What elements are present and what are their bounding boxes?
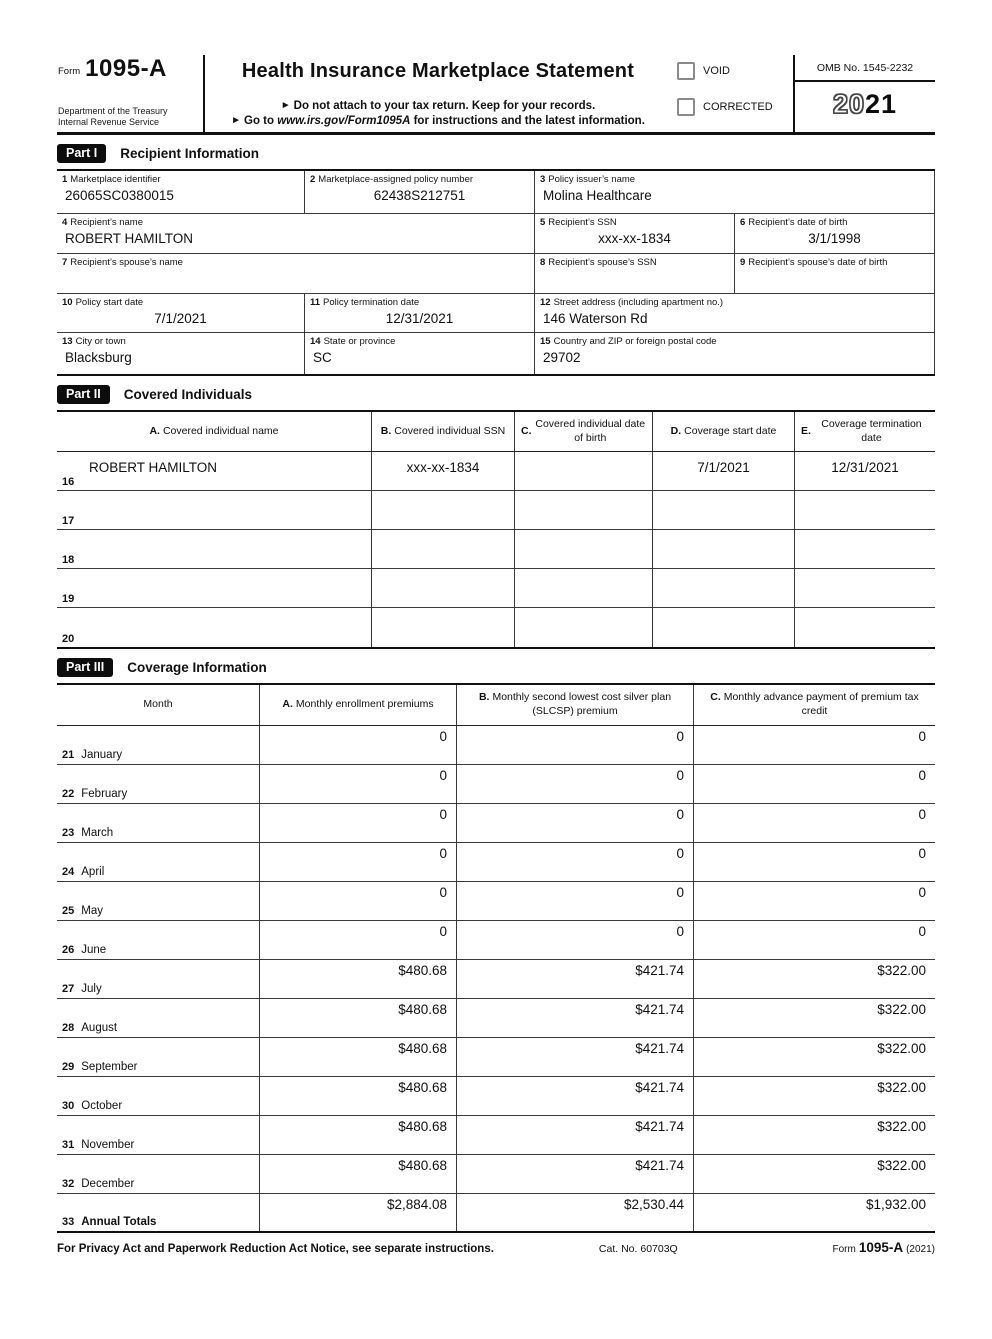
month-row-march: 23 March 0 0 0 [57,804,935,843]
month-row-april: 24 April 0 0 0 [57,843,935,882]
covered-individual-row-19: 19 [57,569,935,608]
premium-a: 0 [439,846,447,861]
field-15-value: 29702 [543,349,581,365]
instruction-line-2: ► Go to www.irs.gov/Form1095A for instructions and the latest information. [231,115,645,128]
month-row-september: 29 September $480.68 $421.74 $322.00 [57,1038,935,1077]
premium-b: 0 [676,768,684,783]
part2-title: Covered Individuals [123,387,253,402]
covered-individuals-table [57,410,935,649]
col-slcsp-premium: B. Monthly second lowest cost silver plan (SLCSP) premium [457,685,694,725]
premium-b: $421.74 [635,1041,684,1056]
form-1095a-page [57,55,935,1255]
col-coverage-start: D. Coverage start date [653,412,795,451]
right-arrow-icon: ► [280,99,291,111]
part3-header-row [57,685,935,726]
annual-totals-row: 33 Annual Totals $2,884.08 $2,530.44 $1,932.00 [57,1194,935,1233]
coverage-start [653,608,795,647]
premium-a: 0 [439,729,447,744]
field-policy-start-date: 10 Policy start date 7/1/2021 [57,294,305,332]
void-checkbox[interactable] [677,62,695,80]
field-marketplace-identifier: 1 Marketplace identifier 26065SC0380015 [57,171,305,213]
part2-badge: Part II [57,385,110,404]
form-number-block [57,55,205,132]
covered-ssn [372,608,515,647]
col-enrollment-premiums: A. Monthly enrollment premiums [260,685,457,725]
coverage-information-table [57,683,935,1233]
premium-b: $421.74 [635,1119,684,1134]
field-spouse-ssn: 8 Recipient’s spouse’s SSN [535,254,735,293]
premium-a: 0 [439,924,447,939]
month-row-july: 27 July $480.68 $421.74 $322.00 [57,960,935,999]
agency-name [58,106,199,129]
part1-heading [57,144,935,163]
part2-header-row [57,412,935,452]
tax-year-solid: 21 [865,89,898,119]
premium-c: $322.00 [877,963,926,978]
form-header [57,55,935,135]
covered-dob [515,452,653,490]
premium-c: $322.00 [877,1002,926,1017]
field-state: 14 State or province SC [305,333,535,374]
field-2-value: 62438S212751 [373,187,466,203]
part1-badge: Part I [57,144,106,163]
premium-a: 0 [439,885,447,900]
premium-a: 0 [439,807,447,822]
tax-year [795,82,935,120]
premium-c: 0 [918,807,926,822]
part1-title: Recipient Information [120,146,260,161]
field-4-value: ROBERT HAMILTON [65,230,194,246]
part1-row-2 [57,214,935,254]
month-row-february: 22 February 0 0 0 [57,765,935,804]
omb-year-block [793,55,935,132]
irs-url: www.irs.gov/Form1095A [277,115,411,128]
month-row-june: 26 June 0 0 0 [57,921,935,960]
col-advance-payment: C. Monthly advance payment of premium tax credit [710,691,919,717]
field-5-value: xxx-xx-1834 [598,230,671,246]
part2-heading [57,385,935,404]
coverage-start [653,491,795,529]
field-policy-issuer-name: 3 Policy issuer’s name Molina Healthcare [535,171,935,213]
form-title-block [205,55,671,132]
coverage-start [653,569,795,607]
premium-c: $322.00 [877,1119,926,1134]
field-11-value: 12/31/2021 [385,310,454,326]
covered-ssn [372,530,515,568]
month-row-august: 28 August $480.68 $421.74 $322.00 [57,999,935,1038]
coverage-end [795,491,935,529]
premium-b: 0 [676,924,684,939]
part3-badge: Part III [57,658,113,677]
corrected-row [677,98,793,116]
covered-name: ROBERT HAMILTON [89,460,218,475]
premium-a: $480.68 [398,963,447,978]
form-title: Health Insurance Marketplace Statement [241,60,635,82]
premium-a: $480.68 [398,1080,447,1095]
field-recipient-ssn: 5 Recipient’s SSN xxx-xx-1834 [535,214,735,253]
covered-individual-row-20: 20 [57,608,935,647]
coverage-end [795,530,935,568]
col-covered-ssn: B. Covered individual SSN [372,412,515,451]
corrected-label: CORRECTED [703,101,773,113]
coverage-end: 12/31/2021 [831,460,899,475]
premium-b: $421.74 [635,1080,684,1095]
premium-c: 0 [918,885,926,900]
part1-row-5 [57,333,935,374]
col-covered-name: A. Covered individual name [57,412,372,451]
part1-row-4 [57,294,935,333]
premium-a: $480.68 [398,1041,447,1056]
field-country-zip: 15 Country and ZIP or foreign postal code 29702 [535,333,935,374]
tax-year-outline: 20 [832,89,865,119]
field-12-value: 146 Waterson Rd [543,310,648,326]
premium-c: 0 [918,924,926,939]
coverage-start: 7/1/2021 [653,452,795,490]
field-recipient-dob: 6 Recipient’s date of birth 3/1/1998 [735,214,935,253]
field-6-value: 3/1/1998 [808,230,861,246]
void-row [677,62,793,80]
premium-a: $480.68 [398,1158,447,1173]
col-covered-dob: C. Covered individual date of birth [515,412,653,451]
covered-ssn: xxx-xx-1834 [372,452,515,490]
field-3-value: Molina Healthcare [543,187,652,203]
instruction-line-1: ► Do not attach to your tax return. Keep for your records. [280,99,596,112]
premium-c: 0 [918,729,926,744]
void-corrected-block [671,55,793,132]
field-street-address: 12 Street address (including apartment no.) 146 Waterson Rd [535,294,935,332]
form-number-line [58,55,199,82]
covered-individual-row-17: 17 [57,491,935,530]
part3-title: Coverage Information [127,660,267,675]
month-row-may: 25 May 0 0 0 [57,882,935,921]
field-1-value: 26065SC0380015 [65,187,174,203]
field-spouse-dob: 9 Recipient’s spouse’s date of birth [735,254,935,293]
coverage-start [653,530,795,568]
covered-dob [515,608,653,647]
coverage-end [795,608,935,647]
month-row-october: 30 October $480.68 $421.74 $322.00 [57,1077,935,1116]
field-10-value: 7/1/2021 [154,310,207,326]
footer-form-reference: Form 1095-A (2021) [832,1240,935,1255]
premium-c: $322.00 [877,1158,926,1173]
covered-dob [515,569,653,607]
premium-c: 0 [918,768,926,783]
covered-individual-row-16: 16 ROBERT HAMILTON xxx-xx-1834 7/1/2021 12/31/2021 [57,452,935,491]
field-recipient-name: 4 Recipient’s name ROBERT HAMILTON [57,214,535,253]
part1-row-3 [57,254,935,294]
field-13-value: Blacksburg [65,349,132,365]
premium-b: 0 [676,807,684,822]
premium-a: $480.68 [398,1002,447,1017]
covered-ssn [372,569,515,607]
catalog-number: Cat. No. 60703Q [598,1243,678,1255]
total-b: $2,530.44 [623,1197,684,1212]
field-14-value: SC [313,349,332,365]
right-arrow-icon: ► [231,115,241,127]
part3-heading [57,658,935,677]
premium-c: $322.00 [877,1041,926,1056]
form-word: Form [58,65,81,77]
covered-dob [515,530,653,568]
month-row-november: 31 November $480.68 $421.74 $322.00 [57,1116,935,1155]
field-spouse-name: 7 Recipient’s spouse’s name [57,254,535,293]
coverage-end [795,569,935,607]
corrected-checkbox[interactable] [677,98,695,116]
field-policy-number: 2 Marketplace-assigned policy number 62438S212751 [305,171,535,213]
premium-b: $421.74 [635,1158,684,1173]
part1-row-1 [57,171,935,214]
field-policy-termination-date: 11 Policy termination date 12/31/2021 [305,294,535,332]
form-number: 1095-A [85,55,167,82]
covered-ssn [372,491,515,529]
premium-b: 0 [676,846,684,861]
total-a: $2,884.08 [386,1197,447,1212]
premium-a: 0 [439,768,447,783]
omb-number: OMB No. 1545-2232 [795,55,935,82]
premium-a: $480.68 [398,1119,447,1134]
premium-b: $421.74 [635,963,684,978]
covered-individual-row-18: 18 [57,530,935,569]
total-c: $1,932.00 [865,1197,926,1212]
void-label: VOID [703,65,730,77]
agency-line-2: Internal Revenue Service [58,117,160,128]
col-coverage-end: E. Coverage termination date [801,418,922,444]
premium-c: $322.00 [877,1080,926,1095]
premium-b: 0 [676,885,684,900]
month-row-december: 32 December $480.68 $421.74 $322.00 [57,1155,935,1194]
form-instructions [209,99,667,130]
agency-line-1: Department of the Treasury [58,105,168,116]
form-footer [57,1240,935,1255]
recipient-information-table [57,169,935,376]
premium-b: 0 [676,729,684,744]
premium-b: $421.74 [635,1002,684,1017]
premium-c: 0 [918,846,926,861]
covered-dob [515,491,653,529]
col-month: Month [57,685,260,725]
month-row-january: 21 January 0 0 0 [57,726,935,765]
field-city: 13 City or town Blacksburg [57,333,305,374]
privacy-notice: For Privacy Act and Paperwork Reduction Act Notice, see separate instructions. [57,1243,494,1255]
